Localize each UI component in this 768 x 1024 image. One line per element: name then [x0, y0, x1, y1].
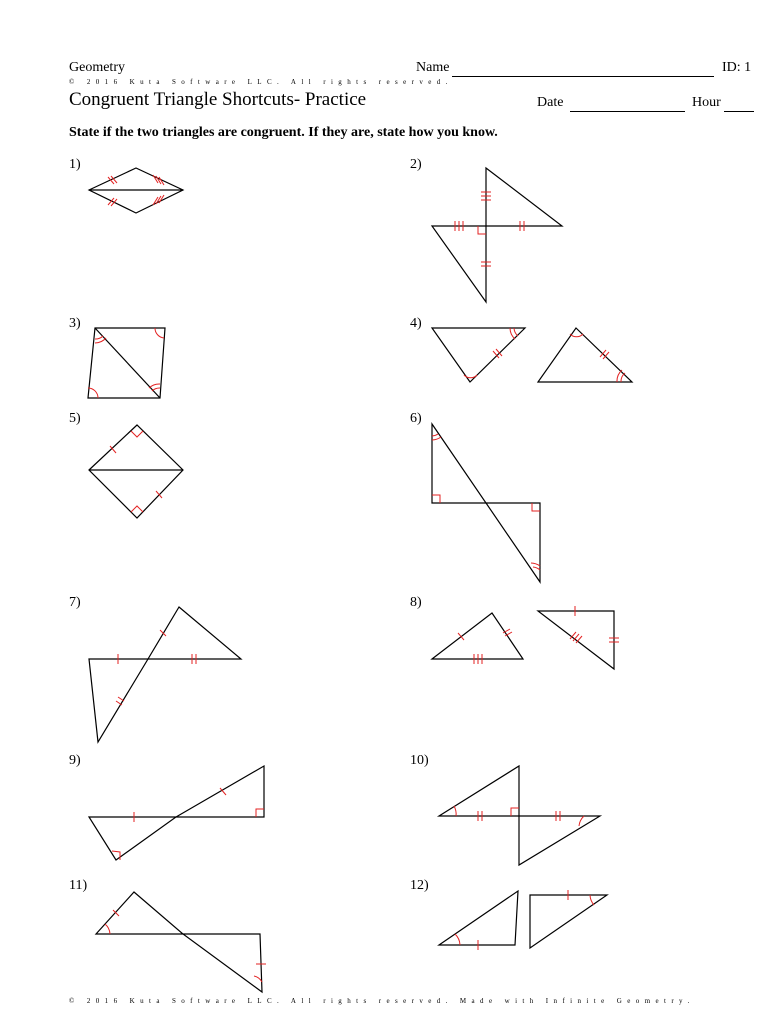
- copyright-notice: © 2016 Kuta Software LLC. All rights reserved.: [69, 78, 453, 86]
- figure-11-marks: [105, 910, 266, 982]
- subject-label: Geometry: [69, 60, 125, 75]
- figure-2: [432, 168, 562, 302]
- figure-8: [432, 611, 614, 669]
- figure-10: [439, 766, 600, 865]
- hour-label: Hour: [692, 95, 721, 110]
- figure-8-marks: [458, 606, 619, 664]
- figure-4-marks: [464, 328, 625, 382]
- figure-7-marks: [116, 630, 196, 705]
- figure-9-marks: [112, 788, 264, 860]
- worksheet-title: Congruent Triangle Shortcuts- Practice: [69, 89, 367, 110]
- figure-6: [432, 424, 540, 582]
- problem-number-12: 12): [410, 878, 429, 893]
- figure-7: [89, 607, 241, 742]
- problem-number-4: 4): [410, 316, 422, 331]
- footer-copyright: © 2016 Kuta Software LLC. All rights reserved. Made with Infinite Geometry.: [69, 997, 695, 1005]
- problem-number-5: 5): [69, 411, 81, 426]
- figure-3-marks: [88, 328, 164, 398]
- date-label: Date: [537, 95, 564, 110]
- instructions: State if the two triangles are congruent. If they are, state how you know.: [69, 125, 498, 140]
- problem-number-10: 10): [410, 753, 429, 768]
- id-label: ID: 1: [722, 60, 752, 75]
- problem-number-6: 6): [410, 411, 422, 426]
- figure-1: [89, 168, 183, 213]
- problem-number-9: 9): [69, 753, 81, 768]
- problem-number-1: 1): [69, 157, 81, 172]
- figure-5: [89, 425, 183, 518]
- name-label: Name: [416, 60, 450, 75]
- figure-2-marks: [455, 192, 524, 266]
- problem-number-8: 8): [410, 595, 422, 610]
- problem-number-11: 11): [69, 878, 88, 893]
- problem-number-2: 2): [410, 157, 422, 172]
- figure-9: [89, 766, 264, 860]
- figure-11: [96, 892, 262, 992]
- problem-number-7: 7): [69, 595, 81, 610]
- figure-12: [439, 891, 607, 948]
- problem-number-3: 3): [69, 316, 81, 331]
